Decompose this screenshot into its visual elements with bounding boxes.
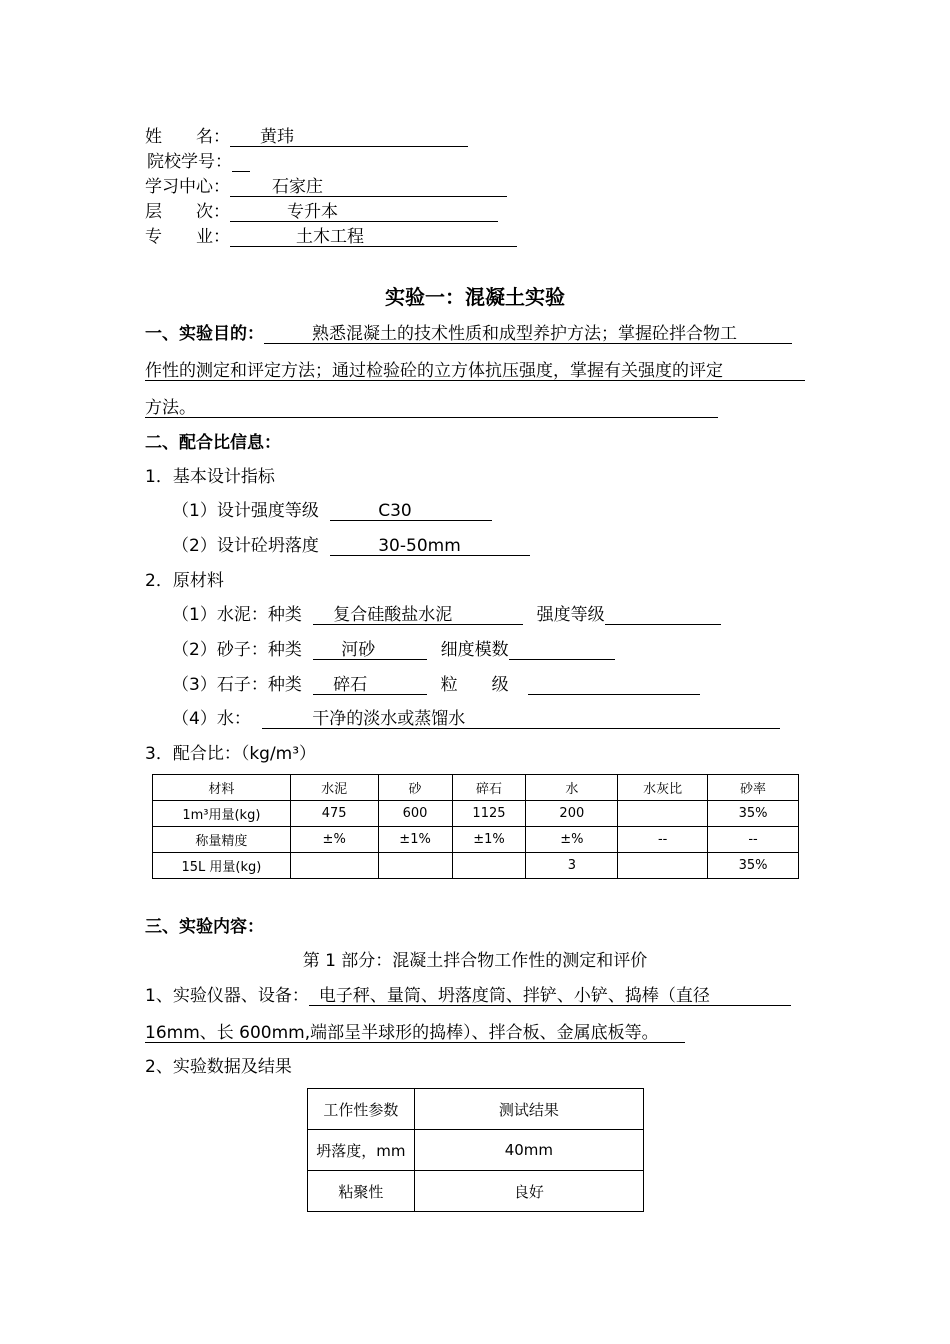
purpose-text-2: 作性的测定和评定方法；通过检验砼的立方体抗压强度，掌握有关强度的评定 (145, 361, 723, 381)
purpose-text-1: 熟悉混凝土的技术性质和成型养护方法；掌握砼拌合物工 (312, 324, 737, 344)
name-field (230, 126, 468, 147)
mix-table-header: 材料 (153, 775, 291, 801)
purpose-text-3-field (145, 397, 718, 418)
major-value: 土木工程 (296, 227, 364, 247)
level-value: 专升本 (287, 202, 338, 222)
cement-row (172, 604, 721, 626)
stone-row (172, 674, 700, 696)
center-row (145, 176, 507, 198)
results-table (307, 1088, 644, 1212)
table-cell (452, 853, 526, 879)
table-row (153, 853, 799, 879)
stone-grade-field (528, 674, 700, 695)
table-cell: 200 (526, 801, 618, 827)
table-cell: 475 (290, 801, 378, 827)
table-cell: 称量精度 (153, 827, 291, 853)
equipment-line-1 (145, 985, 791, 1007)
experiment-content-heading: 三、实验内容： (145, 917, 264, 937)
level-label: 层 次： (145, 202, 230, 222)
sand-row (172, 639, 615, 661)
center-label: 学习中心： (145, 177, 230, 197)
table-cell: 粘聚性 (308, 1171, 415, 1212)
stone-grade-label: 粒 级 (440, 675, 509, 695)
table-cell: 35% (708, 801, 799, 827)
mix-ratio-heading: 3．配合比：（kg/m³） (145, 744, 317, 764)
student-id-row (147, 151, 250, 173)
design-slump-value: 30-50mm (378, 536, 461, 556)
student-id-field (232, 151, 250, 172)
mix-table-header: 砂 (378, 775, 452, 801)
water-row (172, 708, 780, 730)
table-cell: 1m³用量(kg) (153, 801, 291, 827)
cement-grade-label: 强度等级 (536, 605, 605, 625)
equipment-line-2 (145, 1022, 685, 1044)
mix-table-header: 水灰比 (618, 775, 708, 801)
table-cell: ±1% (452, 827, 526, 853)
table-cell: 35% (708, 853, 799, 879)
page-title: 实验一：混凝土实验 (385, 285, 565, 309)
part1-title: 第 1 部分：混凝土拌合物工作性的测定和评价 (302, 951, 648, 971)
design-strength-value: C30 (378, 501, 412, 521)
water-type-value: 干净的淡水或蒸馏水 (312, 709, 466, 729)
stone-type-value: 碎石 (333, 675, 368, 695)
data-results-heading: 2、实验数据及结果 (145, 1057, 292, 1077)
center-field (230, 176, 507, 197)
level-row (145, 201, 498, 223)
purpose-text-1-field (264, 323, 792, 344)
mix-table-header: 碎石 (452, 775, 526, 801)
major-row (145, 226, 517, 248)
table-cell: 15L 用量(kg) (153, 853, 291, 879)
table-cell: -- (618, 827, 708, 853)
water-type-field (262, 708, 780, 729)
table-cell: 坍落度，mm (308, 1130, 415, 1171)
table-cell: 1125 (452, 801, 526, 827)
design-strength-row (172, 500, 492, 522)
equipment-label: 1、实验仪器、设备： (145, 986, 309, 1006)
table-cell (290, 853, 378, 879)
table-cell: ±% (290, 827, 378, 853)
table-cell (618, 853, 708, 879)
table-cell: -- (708, 827, 799, 853)
equipment-text-1-field (309, 985, 791, 1006)
sand-label: （2）砂子：种类 (172, 640, 302, 660)
mix-info-heading: 二、配合比信息： (145, 433, 281, 453)
table-row (153, 827, 799, 853)
name-value: 黄玮 (260, 127, 294, 147)
sand-fineness-label: 细度模数 (440, 640, 509, 660)
design-slump-label: （2）设计砼坍落度 (172, 536, 319, 556)
purpose-line-2 (145, 360, 805, 382)
table-row (308, 1130, 644, 1171)
name-label: 姓 名： (145, 127, 230, 147)
purpose-heading: 一、实验目的： (145, 324, 264, 344)
mix-table-header: 水 (526, 775, 618, 801)
table-cell: 良好 (414, 1171, 643, 1212)
equipment-text-2: 16mm、长 600mm,端部呈半球形的捣棒）、拌合板、金属底板等。 (145, 1023, 659, 1043)
design-strength-field (330, 500, 492, 521)
table-cell: ±% (526, 827, 618, 853)
major-label: 专 业： (145, 227, 230, 247)
sand-type-field (313, 639, 427, 660)
table-row (308, 1171, 644, 1212)
sand-type-value: 河砂 (341, 640, 376, 660)
mix-table-header: 水泥 (290, 775, 378, 801)
table-cell: 600 (378, 801, 452, 827)
stone-label: （3）石子：种类 (172, 675, 302, 695)
purpose-text-3: 方法。 (145, 398, 196, 418)
purpose-line-3 (145, 397, 718, 419)
name-row (145, 126, 468, 148)
purpose-line-1 (145, 323, 792, 345)
student-id-label: 院校学号： (147, 152, 232, 172)
cement-grade-field (605, 604, 721, 625)
sand-fineness-field (509, 639, 615, 660)
mix-table-header-row (153, 775, 799, 801)
design-index-heading: 1．基本设计指标 (145, 467, 275, 487)
stone-type-field (313, 674, 427, 695)
table-cell: 40mm (414, 1130, 643, 1171)
level-field (230, 201, 498, 222)
equipment-text-1: 电子秤、量筒、坍落度筒、拌铲、小铲、捣棒（直径 (318, 986, 710, 1006)
cement-type-value: 复合硅酸盐水泥 (333, 605, 453, 625)
major-field (230, 226, 517, 247)
mix-table-header: 砂率 (708, 775, 799, 801)
center-value: 石家庄 (272, 177, 323, 197)
table-cell (618, 801, 708, 827)
design-slump-row (172, 535, 530, 557)
results-table-header-row (308, 1089, 644, 1130)
cement-type-field (313, 604, 523, 625)
mix-ratio-table (152, 774, 799, 879)
equipment-text-2-field (145, 1022, 685, 1043)
results-table-header: 工作性参数 (308, 1089, 415, 1130)
water-label: （4）水： (172, 709, 251, 729)
table-cell: ±1% (378, 827, 452, 853)
cement-label: （1）水泥：种类 (172, 605, 302, 625)
design-slump-field (330, 535, 530, 556)
table-cell (378, 853, 452, 879)
table-cell: 3 (526, 853, 618, 879)
table-row (153, 801, 799, 827)
raw-materials-heading: 2．原材料 (145, 571, 224, 591)
purpose-text-2-field (145, 360, 805, 381)
results-table-header: 测试结果 (414, 1089, 643, 1130)
design-strength-label: （1）设计强度等级 (172, 501, 319, 521)
